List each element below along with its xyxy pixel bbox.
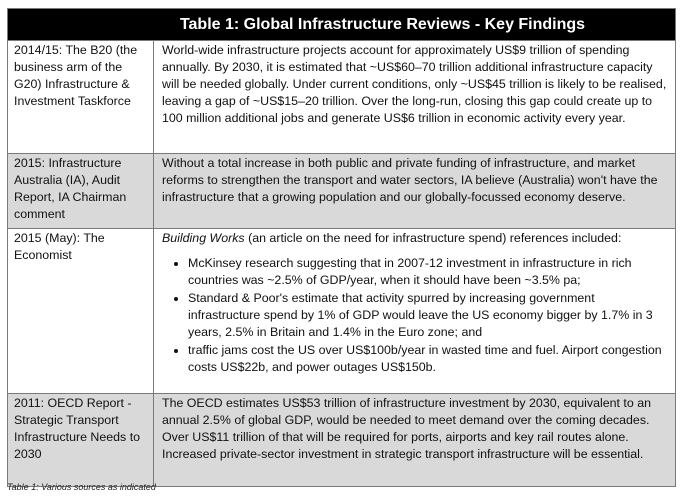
table-row (8, 393, 675, 486)
findings-table (7, 8, 676, 487)
list-item: • Standard & Poor's estimate that activity spurred by increasing government infrastructure spend by 1% of GDP would leave the US economy bigger by 1.7% in 3 years, 2.5% in Britain and 1.4% in the Euro zone; and (188, 290, 667, 341)
table-row (8, 40, 675, 153)
source-cell: 2015 (May): The Economist (8, 229, 154, 393)
finding-cell: The OECD estimates US$53 trillion of infrastructure investment by 2030, equivalent to an annual 2.5% of global GDP, would be needed to meet demand over the coming decades. Over US$11 trillion of that will be required for ports, airports and key rail routes alone. Increased private-sector investment in strategic transport infrastructure will be essential. (162, 396, 651, 461)
table-row (8, 153, 675, 228)
source-cell: 2015: Infrastructure Australia (IA), Audit Report, IA Chairman comment (8, 154, 154, 228)
finding-cell: World-wide infrastructure projects account for approximately US$9 trillion of spending annually. By 2030, it is estimated that ~US$60–70 trillion additional infrastructure capacity will be needed globally. Under current conditions, only ~US$45 trillion is likely to be realised, leaving a gap of ~US$15–20 trillion. Over the long-run, closing this gap could create up to 100 million additional jobs and generate US$6 trillion in economic activity every year. (162, 43, 667, 125)
bullet-list (162, 255, 667, 376)
list-item: • traffic jams cost the US over US$100b/year in wasted time and fuel. Airport congestion costs US$22b, and power outages US$150b. (188, 342, 667, 376)
list-item: • McKinsey research suggesting that in 2007-12 investment in infrastructure in rich countries was ~2.5% of GDP/year, when it should have been ~3.5% pa; (188, 255, 667, 289)
finding-intro (162, 230, 667, 247)
table-caption: Table 1: Various sources as indicated (7, 482, 156, 492)
source-cell: 2011: OECD Report - Strategic Transport Infrastructure Needs to 2030 (8, 394, 154, 486)
source-cell: 2014/15: The B20 (the business arm of the G20) Infrastructure & Investment Taskforce (8, 41, 154, 153)
intro-text: (an article on the need for infrastructure spend) references included: (244, 231, 622, 245)
finding-cell (154, 229, 675, 393)
table-title: Table 1: Global Infrastructure Reviews - Key Findings (8, 9, 675, 40)
finding-cell: Without a total increase in both public and private funding of infrastructure, and market reforms to strengthen the transport and water sectors, IA believe (Australia) won't have the infrastructure that a growing population and our globally-focussed economy deserve. (162, 156, 658, 204)
table-row (8, 228, 675, 393)
article-title: Building Works (162, 231, 245, 245)
